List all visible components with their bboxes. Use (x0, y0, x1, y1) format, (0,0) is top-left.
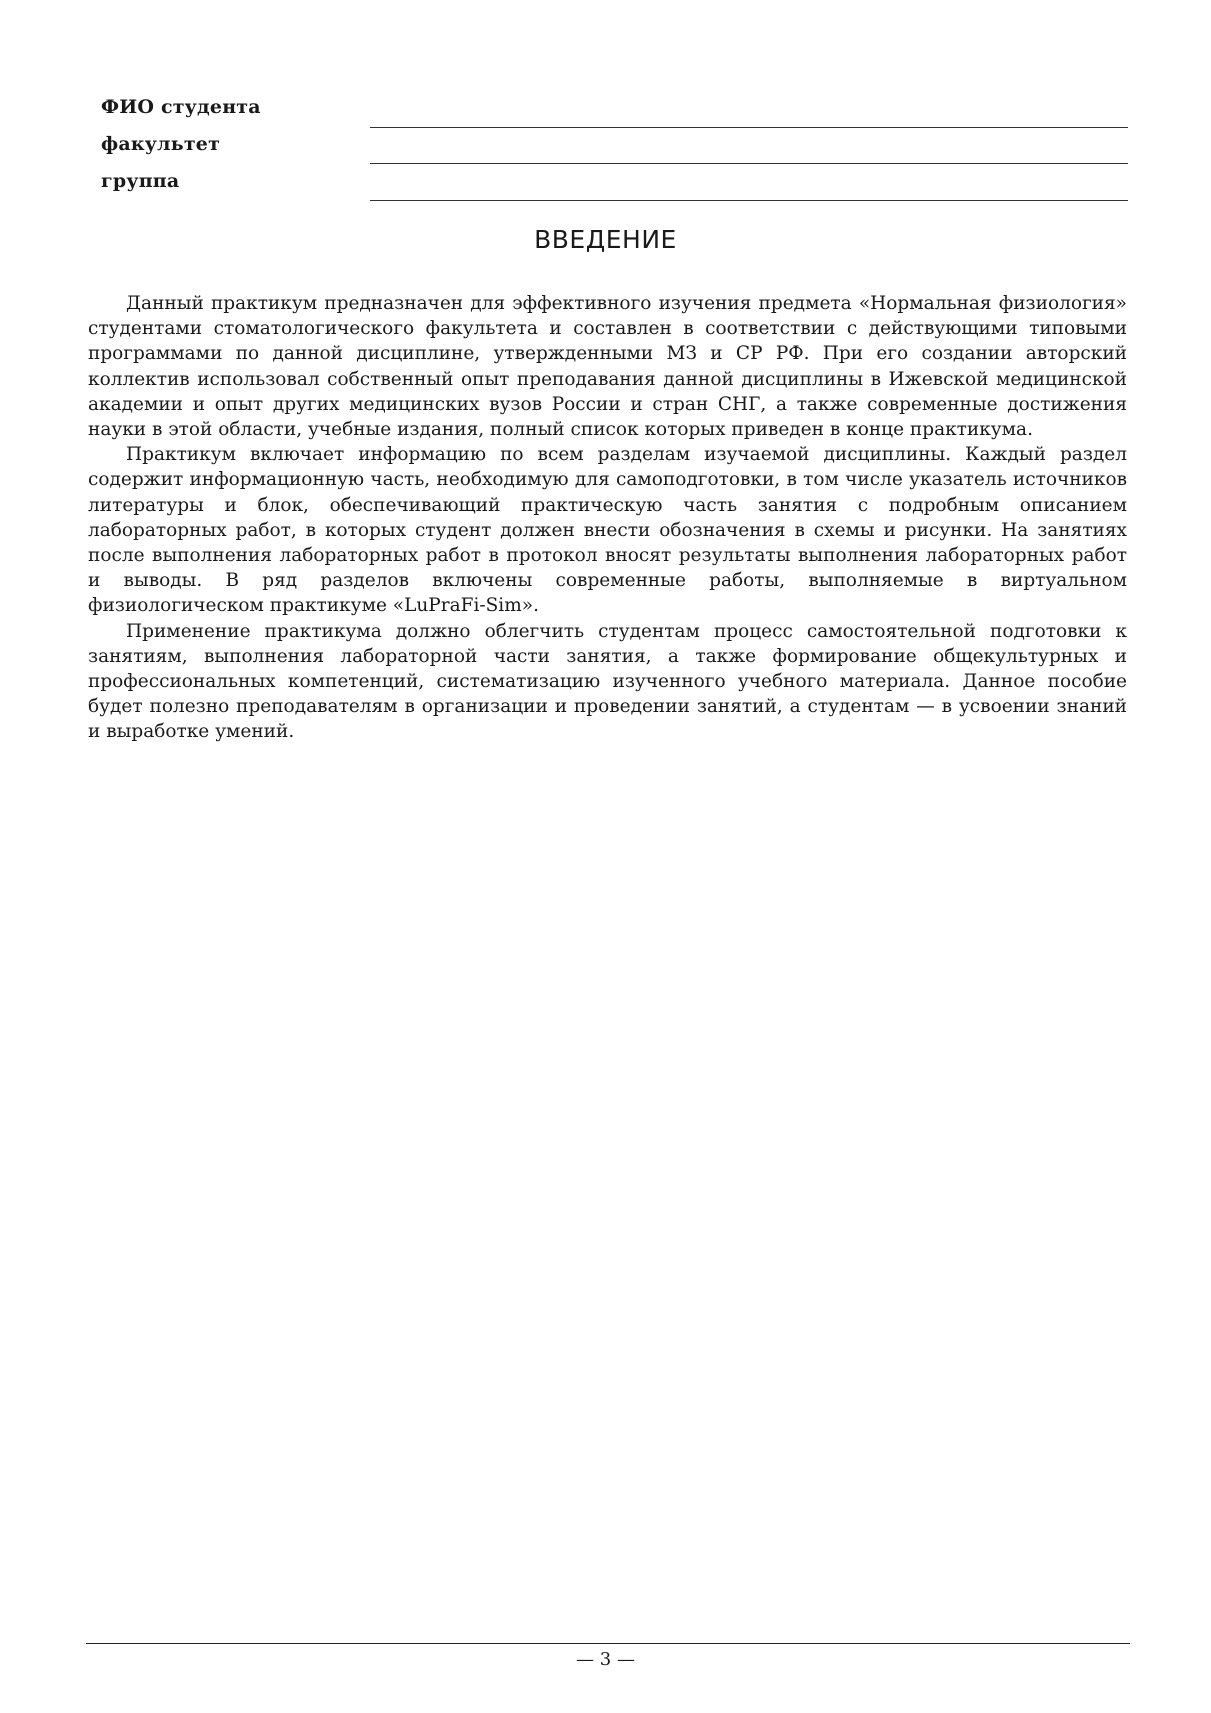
footer-divider (86, 1643, 1130, 1644)
student-name-field-line (370, 127, 1128, 128)
faculty-label: факультет (101, 133, 221, 155)
paragraph: Данный практикум предназначен для эффективного изучения предмета «Нормальная физиология» студентами стоматологического факультета и составлен в соответствии с действующими типовыми программами по данной дисциплине, утвержденными МЗ и СР РФ. При его создании авторский коллектив использовал собственный опыт преподавания данной дисциплины в Ижевской медицинской академии и опыт других медицинских вузов России и стран СНГ, а также современные достижения науки в этой области, учебные издания, полный список которых приведен в конце практикума. (88, 293, 1127, 441)
group-field-line (370, 200, 1128, 201)
page-number: — 3 — (576, 1649, 635, 1670)
section-heading: ВВЕДЕНИЕ (534, 225, 677, 254)
paragraph: Практикум включает информацию по всем разделам изучаемой дисциплины. Каждый раздел содержит информационную часть, необходимую для самоподготовки, в том числе указатель источников литературы и блок, обеспечивающий практическую часть занятия с подробным описанием лабораторных работ, в которых студент должен внести обозначения в схемы и рисунки. На занятиях после выполнения лабораторных работ в протокол вносят результаты выполнения лабораторных работ и выводы. В ряд разделов включены современные работы, выполняемые в виртуальном физиологическом практикуме «LuPraFi-Sim». (88, 444, 1127, 617)
faculty-field-line (370, 163, 1128, 164)
paragraph: Применение практикума должно облегчить студентам процесс самостоятельной подготовки к занятиям, выполнения лабораторной части занятия, а также формирование общекультурных и профессиональных компетенций, систематизацию изученного учебного материала. Данное пособие будет полезно преподавателям в организации и проведении занятий, а студентам — в усвоении знаний и выработке умений. (88, 620, 1127, 743)
student-name-label: ФИО студента (101, 96, 261, 118)
introduction-text (88, 291, 1127, 745)
group-label: группа (101, 170, 180, 192)
